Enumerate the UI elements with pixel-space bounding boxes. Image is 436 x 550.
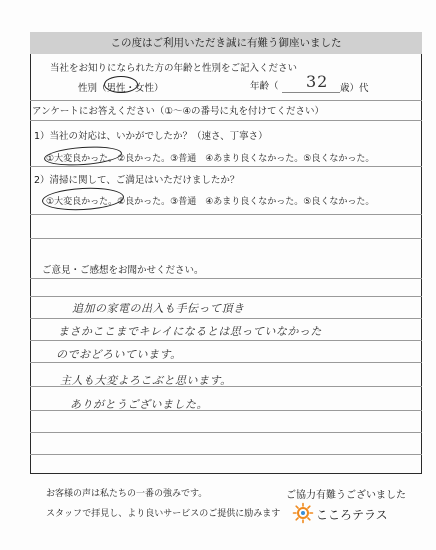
comment-line: のでおどろいています。 — [56, 348, 182, 361]
question-2: 2）清掃に関して、ご満足はいただけましたか？ — [34, 175, 240, 186]
divider — [30, 100, 422, 101]
ruled-line — [30, 296, 422, 297]
divider — [30, 214, 422, 215]
ruled-line — [30, 432, 422, 433]
divider — [30, 166, 422, 167]
comment-line: 主人も大変よろこぶと思います。 — [60, 374, 232, 387]
intro-text: 当社をお知りになられた方の年齢と性別をご記入ください — [50, 63, 298, 74]
divider — [30, 238, 422, 239]
age-underline — [282, 92, 340, 93]
age-value: 32 — [306, 72, 329, 91]
company-logo-text: こころテラス — [316, 508, 388, 522]
gender-field: 性別（男性・女性） — [78, 83, 164, 94]
divider — [30, 120, 422, 121]
comment-line: まさかここまでキレイになるとは思っていなかった — [58, 325, 322, 338]
ruled-line — [30, 362, 422, 363]
survey-header: アンケートにお答えください（①～④の番号に丸を付けてください） — [32, 106, 324, 117]
ruled-line — [30, 340, 422, 341]
ruled-line — [30, 318, 422, 319]
comment-line: 追加の家電の出入も手伝って頂き — [72, 302, 245, 315]
footer-thanks: ご協力有難うございました — [286, 490, 406, 501]
question-1-options: ①大変良かった。②良かった。③普通 ④あまり良くなかった。⑤良くなかった。 — [46, 154, 375, 164]
sun-logo-icon — [292, 502, 314, 524]
question-1: 1）当社の対応は、いかがでしたか？（速さ、丁寧さ） — [34, 131, 268, 142]
footer-message-1: お客様の声は私たちの一番の強みです。 — [46, 489, 208, 499]
age-close-label: 歳）代 — [340, 83, 369, 94]
age-label — [250, 78, 279, 92]
form-title: この度はご利用いただき誠に有難う御座いました — [30, 32, 422, 54]
ruled-line — [30, 278, 422, 279]
age-label-text: 年齢（ — [250, 81, 279, 92]
footer-message-2: スタッフで拝見し、より良いサービスのご提供に励みます — [46, 509, 281, 519]
comment-line: ありがとうございました。 — [70, 398, 208, 411]
question-2-options: ①大変良かった。②良かった。③普通 ④あまり良くなかった。⑤良くなかった。 — [46, 197, 375, 207]
comments-header: ご意見・ご感想をお聞かせください。 — [42, 265, 204, 276]
ruled-line — [30, 454, 422, 455]
gender-circle — [104, 76, 138, 93]
